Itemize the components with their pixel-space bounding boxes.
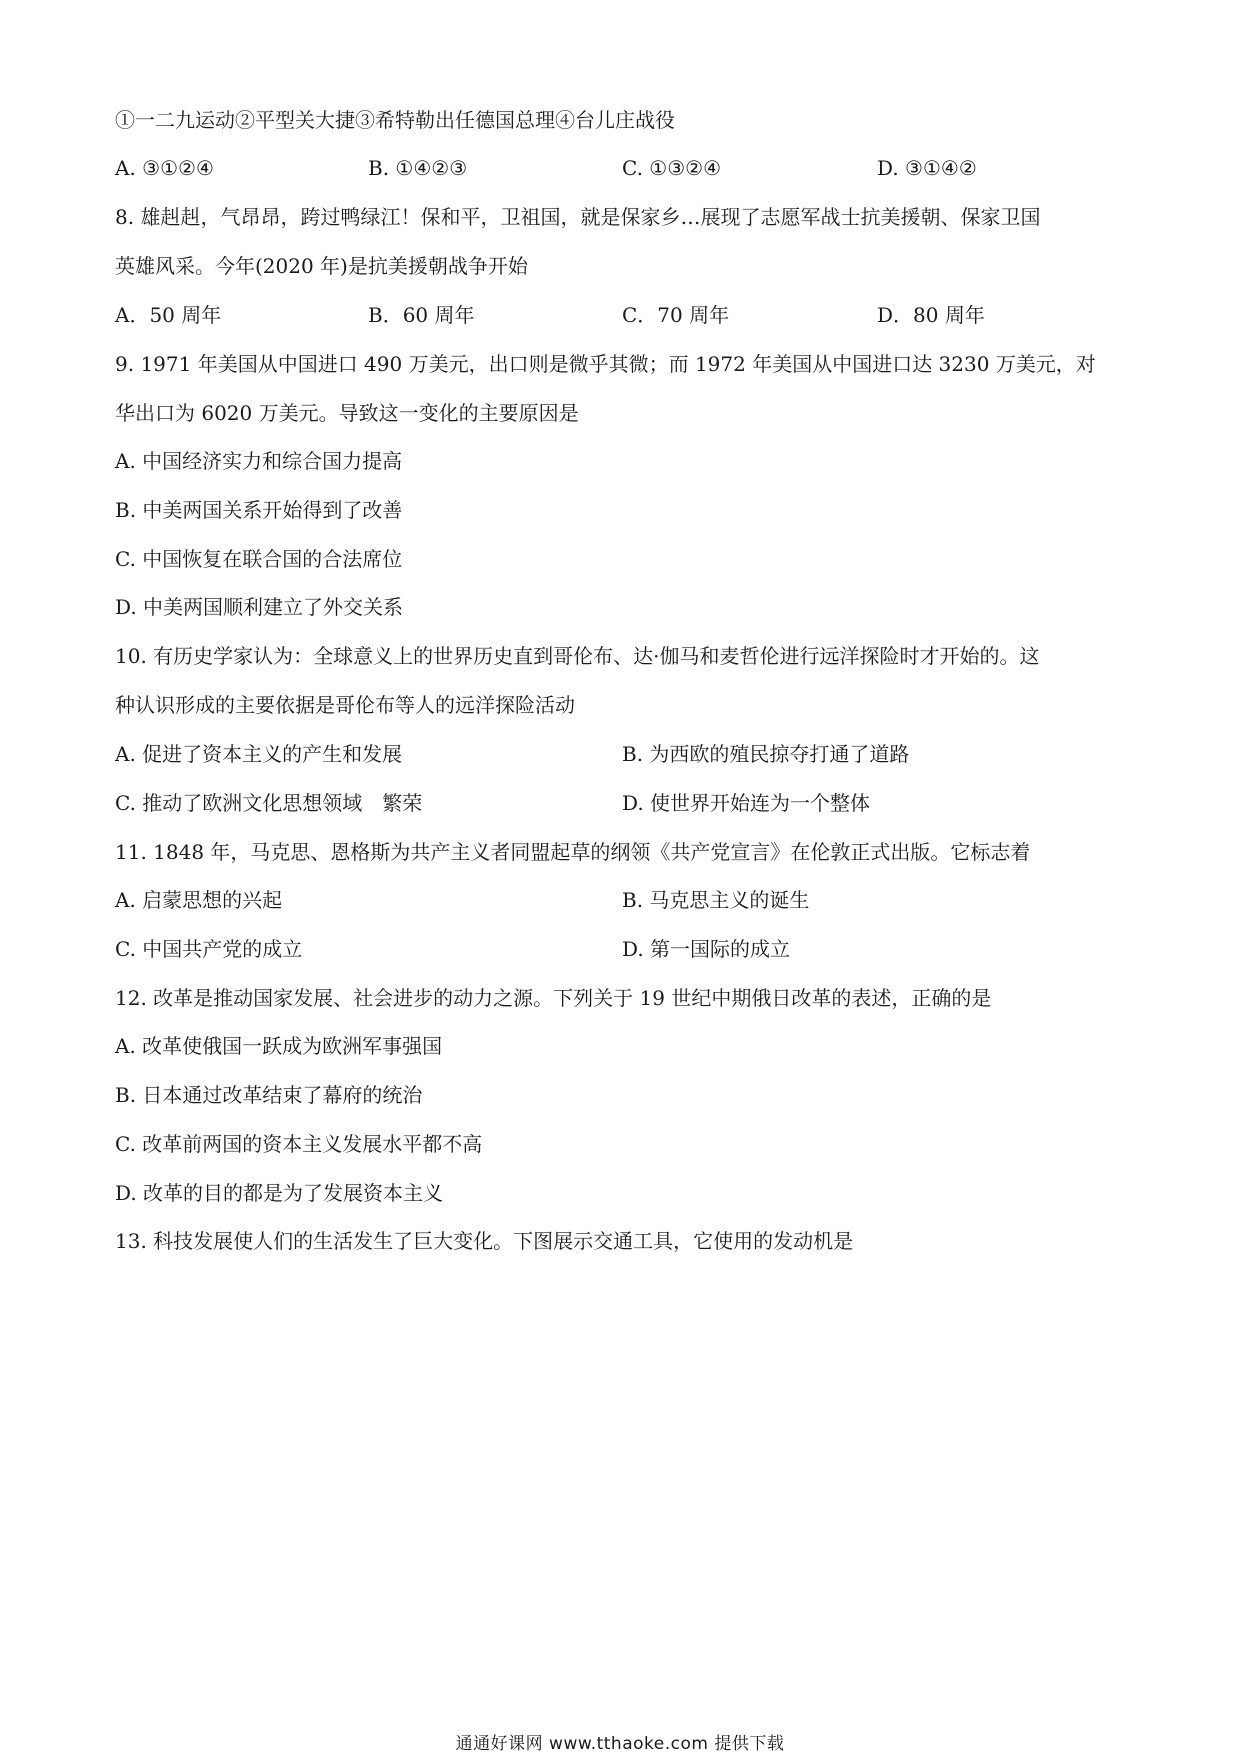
q11-option-d: D. 第一国际的成立 [622, 937, 791, 961]
q11-stem: 11. 1848 年，马克思、恩格斯为共产主义者同盟起草的纲领《共产党宣言》在伦敦正式出版。它标志着 [115, 840, 1031, 864]
q12-option-b: B. 日本通过改革结束了幕府的统治 [115, 1083, 423, 1107]
q11-option-c: C. 中国共产党的成立 [115, 937, 303, 961]
q9-stem-line2: 华出口为 6020 万美元。导致这一变化的主要原因是 [115, 401, 579, 425]
q7-option-b: B. ①④②③ [368, 156, 468, 180]
q12-option-d: D. 改革的目的都是为了发展资本主义 [115, 1181, 444, 1205]
q8-option-b: B．60 周年 [368, 303, 475, 327]
q8-option-a: A．50 周年 [115, 303, 222, 327]
q7-option-a: A. ③①②④ [115, 156, 214, 180]
q11-option-a: A. 启蒙思想的兴起 [115, 888, 283, 912]
q7-option-c: C. ①③②④ [622, 156, 722, 180]
q8-stem-line1: 8. 雄赳赳，气昂昂，跨过鸭绿江！保和平，卫祖国，就是保家乡…展现了志愿军战士抗美援朝、保家卫国 [115, 205, 1041, 229]
page-footer: 通通好课网 www.tthaoke.com 提供下载 [455, 1734, 785, 1754]
q8-stem-line2: 英雄风采。今年(2020 年)是抗美援朝战争开始 [115, 254, 528, 278]
q12-option-a: A. 改革使俄国一跃成为欧洲军事强国 [115, 1034, 443, 1058]
q7-option-d: D. ③①④② [877, 156, 977, 180]
q7-items: ①一二九运动②平型关大捷③希特勒出任德国总理④台儿庄战役 [115, 108, 675, 132]
q8-option-c: C．70 周年 [622, 303, 730, 327]
q10-option-d: D. 使世界开始连为一个整体 [622, 791, 871, 815]
q8-option-d: D．80 周年 [877, 303, 985, 327]
q12-stem: 12. 改革是推动国家发展、社会进步的动力之源。下列关于 19 世纪中期俄日改革的表述，正确的是 [115, 986, 992, 1010]
q9-option-d: D. 中美两国顺利建立了外交关系 [115, 595, 404, 619]
q10-option-c: C. 推动了欧洲文化思想领域 繁荣 [115, 791, 423, 815]
q9-stem-line1: 9. 1971 年美国从中国进口 490 万美元，出口则是微乎其微；而 1972 年美国从中国进口达 3230 万美元，对 [115, 352, 1096, 376]
q13-stem: 13. 科技发展使人们的生活发生了巨大变化。下图展示交通工具，它使用的发动机是 [115, 1229, 854, 1253]
q9-option-c: C. 中国恢复在联合国的合法席位 [115, 547, 403, 571]
q10-stem-line1: 10. 有历史学家认为：全球意义上的世界历史直到哥伦布、达·伽马和麦哲伦进行远洋探险时才开始的。这 [115, 644, 1040, 668]
q9-option-a: A. 中国经济实力和综合国力提高 [115, 449, 403, 473]
q11-option-b: B. 马克思主义的诞生 [622, 888, 810, 912]
q10-option-b: B. 为西欧的殖民掠夺打通了道路 [622, 742, 910, 766]
q10-stem-line2: 种认识形成的主要依据是哥伦布等人的远洋探险活动 [115, 693, 575, 717]
q12-option-c: C. 改革前两国的资本主义发展水平都不高 [115, 1132, 483, 1156]
q10-option-a: A. 促进了资本主义的产生和发展 [115, 742, 403, 766]
q9-option-b: B. 中美两国关系开始得到了改善 [115, 498, 403, 522]
